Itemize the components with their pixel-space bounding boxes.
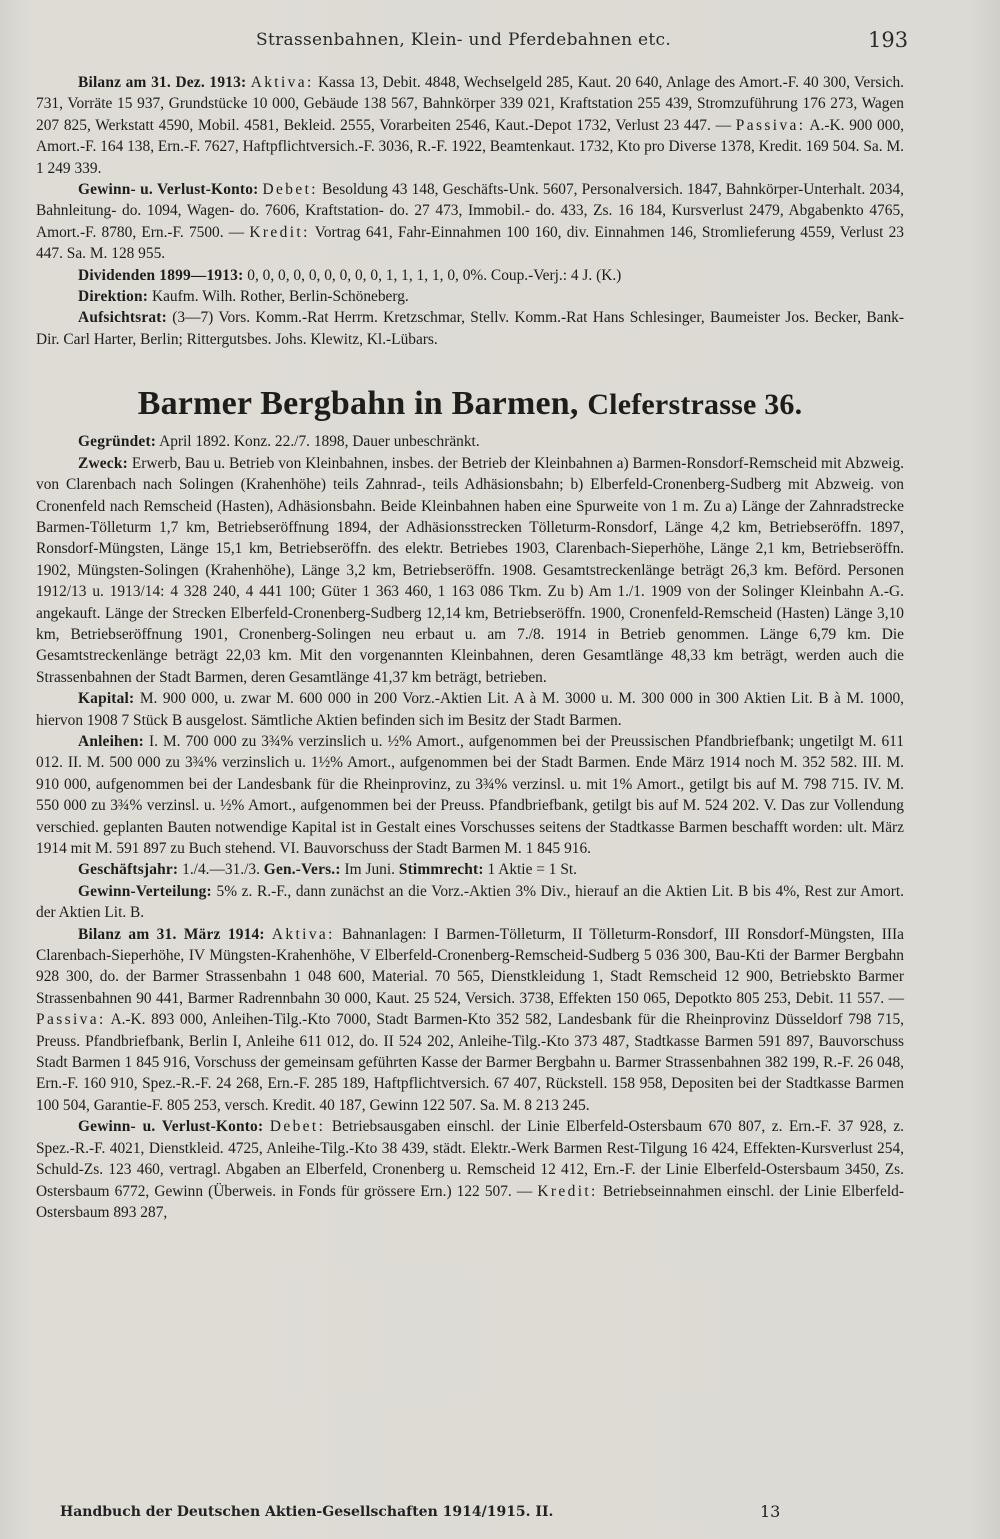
- zweck-label: Zweck:: [78, 454, 128, 472]
- kapital-label: Kapital:: [78, 690, 135, 708]
- running-header: [0, 30, 1000, 60]
- prev-dividenden-text: 0, 0, 0, 0, 0, 0, 0, 0, 0, 1, 1, 1, 1, 0, 0%. Coup.-Verj.: 4 J. (K.): [247, 266, 622, 284]
- prev-gv-paragraph: [36, 179, 904, 265]
- geschaeftsjahr-paragraph: [36, 859, 904, 880]
- prev-direktion-label: Direktion:: [78, 288, 149, 306]
- gewinn-verlust-kredit-word: Kredit:: [537, 1182, 598, 1200]
- zweck-paragraph: [36, 453, 904, 688]
- running-title: Strassenbahnen, Klein- und Pferdebahnen etc.: [256, 30, 672, 50]
- gewinn-verlust-debet-word: Debet:: [269, 1118, 326, 1136]
- gewinn-verlust-debet-text: Betriebsausgaben einschl. der Linie Elberfeld-Ostersbaum 670 807, z. Ern.-F. 37 928, z. Spez.-R.-F. 4021, Dienstkleid. 4725, Anleihe-Tilg.-Kto 38 439, städt. Elektr.-Werk Barmen Rest-Tilgung 16 424, Effekten-Kursverlust 254, Schuld-Zs. 123 460, vertragl. Abgaben an Elberfeld, Cronenberg u. Remscheid 12 412, Ern.-F. der Linie Elberfeld-Ostersbaum 3450, Zs. Ostersbaum 6772, Gewinn (Überweis. in Fonds für grössere Ern.) 122 507. —: [36, 1118, 904, 1200]
- bilanz-aktiva-word: Aktiva:: [271, 925, 335, 943]
- prev-passiva-text: A.-K. 900 000, Amort.-F. 164 138, Ern.-F. 7627, Haftpflichtversich.-F. 3036, R.-F. 1922, Beamtenkaut. 1732, Kto pro Diverse 1378, Kredit. 169 504. Sa. M. 1 249 339.: [36, 116, 904, 177]
- company-heading: [36, 384, 904, 425]
- bilanz-aktiva-text: Bahnanlagen: I Barmen-Tölleturm, II Tölleturm-Ronsdorf, III Ronsdorf-Müngsten, IIIa Clarenbach-Sieperhöhe, IV Müngsten-Krahenhöhe, V Elberfeld-Cronenberg-Remscheid-Sudberg 5 036 300, Bau-Kti der Barmer Bergbahn 928 300, do. der Barmer Strassenbahn 1 048 600, Material. 70 565, Dienstkleidung 1, Stadt Remscheid 12 900, Betriebskto Barmer Strassenbahnen 90 441, Barmer Radrennbahn 30 000, Kaut. 25 524, Versich. 3738, Effekten 150 065, Depotkto 805 253, Debit. 11 557. —: [36, 925, 904, 1007]
- gewinn-verteilung-label: Gewinn-Verteilung:: [78, 882, 212, 900]
- prev-dividenden-paragraph: [36, 265, 904, 286]
- company-address: Cleferstrasse 36.: [587, 388, 803, 422]
- signature-mark: 13: [760, 1502, 781, 1521]
- zweck-text: Erwerb, Bau u. Betrieb von Kleinbahnen, insbes. der Betrieb der Kleinbahnen a) Barmen-Ronsdorf-Remscheid mit Abzweig. von Clarenbach nach Solingen (Krahenhöhe) teils Zahnrad-, teils Adhäsionsbahn; b) Elberfeld-Cronenberg-Sudberg mit Abzweig. von Cronenfeld nach Remscheid (Hasten), Adhäsionsbahn. Beide Kleinbahnen haben eine Spurweite von 1 m. Zu a) Länge der Zahnradstrecke Barmen-Tölleturm 1,7 km, Betriebseröffnung 1894, der Adhäsionsstrecken Tölleturm-Ronsdorf, Länge 4,2 km, Betriebseröffn. 1897, Ronsdorf-Müngsten, Länge 15,1 km, Betriebseröffn. des elektr. Betriebes 1903, Clarenbach-Sieperhöhe, Länge 2,1 km, Betriebseröffn. 1902, Müngsten-Solingen (Krahenhöhe), Länge 3,2 km, Betriebseröffn. 1908. Gesamtstreckenlänge beträgt 26,3 km. Beförd. Personen 1912/13 u. 1913/14: 4 328 240, 4 441 100; Güter 1 363 460, 1 163 086 Tkm. Zu b) Am 1./1. 1909 von der Solinger Kleinbahn A.-G. angekauft. Länge der Strecken Elberfeld-Cronenberg-Sudberg 12,14 km, Betriebseröffn. 1900, Cronenfeld-Remscheid (Hasten) Länge 3,10 km, Betriebseröffnung 1901, Cronenberg-Solingen neu erbaut u. am 7./8. 1914 in Betrieb genommen. Länge 6,79 km. Die Gesamtstreckenlänge beträgt 22,03 km. Mit den vorgenannten Kleinbahnen, deren Gesamtlänge 48,33 km beträgt, werden auch die Strassenbahnen der Stadt Barmen, deren Gesamtlänge 41,37 km beträgt, betrieben.: [36, 454, 904, 686]
- prev-aufsichtsrat-label: Aufsichtsrat:: [78, 309, 167, 327]
- gegruendet-label: Gegründet:: [78, 433, 157, 451]
- gegruendet-paragraph: [36, 431, 904, 452]
- gewinn-verteilung-paragraph: [36, 881, 904, 924]
- gewinn-verlust-label: Gewinn- u. Verlust-Konto:: [78, 1118, 264, 1136]
- footer-source: Handbuch der Deutschen Aktien-Gesellschaften 1914/1915. II.: [60, 1504, 554, 1520]
- stimmrecht-label: Stimmrecht:: [398, 861, 484, 879]
- prev-aufsichtsrat-paragraph: [36, 307, 904, 350]
- prev-kredit-text: Vortrag 641, Fahr-Einnahmen 100 160, div. Einnahmen 146, Stromlieferung 4559, Verlust 23 447. Sa. M. 128 955.: [36, 223, 904, 263]
- bilanz-label: Bilanz am 31. März 1914:: [78, 925, 265, 943]
- bilanz-passiva-text: A.-K. 893 000, Anleihen-Tilg.-Kto 7000, Stadt Barmen-Kto 352 582, Landesbank für die Rheinprovinz Düsseldorf 798 715, Preuss. Pfandbriefbank, Berlin I, Anleihe 611 012, do. II 524 202, Anleihe-Tilg.-Kto 373 487, Stadtkasse Barmen 591 897, Bauvorschuss Stadt Barmen 1 845 916, Vorschuss der gemeinsam geführten Kasse der Barmer Bergbahn u. Barmer Strassenbahnen 382 199, R.-F. 26 048, Ern.-F. 160 910, Spez.-R.-F. 24 268, Ern.-F. 285 189, Haftpflichtversich. 67 407, Rückstell. 158 958, Depositen bei der Stadtkasse Barmen 100 504, Garantie-F. 805 253, versch. Kredit. 40 187, Gewinn 122 507. Sa. M. 8 213 245.: [36, 1011, 904, 1114]
- gewinn-verteilung-text: 5% z. R.-F., dann zunächst an die Vorz.-Aktien 3% Div., hierauf an die Aktien Lit. B bis 4%, Rest zur Amort. der Aktien Lit. B.: [36, 882, 904, 922]
- prev-passiva-word: Passiva:: [735, 116, 806, 134]
- kapital-text: M. 900 000, u. zwar M. 600 000 in 200 Vorz.-Aktien Lit. A à M. 3000 u. M. 300 000 in 300 Aktien Lit. B à M. 1000, hiervon 1908 7 Stück B ausgelost. Sämtliche Aktien befinden sich im Besitz der Stadt Barmen.: [36, 690, 904, 729]
- anleihen-label: Anleihen:: [78, 732, 144, 750]
- gegruendet-text: April 1892. Konz. 22./7. 1898, Dauer unbeschränkt.: [159, 433, 480, 451]
- prev-bilanz-paragraph: [36, 72, 904, 179]
- prev-gv-label: Gewinn- u. Verlust-Konto:: [78, 181, 259, 199]
- prev-kredit-word: Kredit:: [249, 223, 310, 241]
- geschaeftsjahr-text: 1./4.—31./3.: [182, 861, 260, 879]
- prev-aufsichtsrat-text: (3—7) Vors. Komm.-Rat Herrm. Kretzschmar, Stellv. Komm.-Rat Hans Schlesinger, Baumeister Jos. Becker, Bank-Dir. Carl Harter, Berlin; Rittergutsbes. Johs. Klewitz, Kl.-Lübars.: [36, 309, 904, 348]
- kapital-paragraph: [36, 688, 904, 731]
- prev-direktion-text: Kaufm. Wilh. Rother, Berlin-Schöneberg.: [151, 288, 409, 306]
- bilanz-paragraph: [36, 924, 904, 1117]
- prev-debet-word: Debet:: [262, 181, 318, 199]
- prev-dividenden-label: Dividenden 1899—1913:: [78, 266, 244, 284]
- gewinn-verlust-paragraph: [36, 1116, 904, 1223]
- gen-vers-text: Im Juni.: [344, 861, 395, 879]
- anleihen-text: I. M. 700 000 zu 3¾% verzinslich u. ½% Amort., aufgenommen bei der Preussischen Pfandbriefbank; ungetilgt M. 611 012. II. M. 500 000 zu 3¾% verzinslich u. 1½% Amort., aufgenommen bei der Stadt Barmen. Ende März 1914 noch M. 352 582. III. M. 910 000, aufgenommen bei der Landesbank für die Rheinprovinz, zu 3¾% verzinsl. u. mit 1% Amort., getilgt bis auf M. 798 715. IV. M. 550 000 zu 3¾% verzinsl. u. ½% Amort., aufgenommen bei der Preuss. Pfandbriefbank, getilgt bis auf M. 524 202. V. Das zur Vollendung verschied. geplanten Bauten notwendige Kapital ist in Gestalt eines Vorschusses seitens der Stadtkasse Barmen beschafft worden: ult. März 1914 mit M. 591 897 zu Buch stehend. VI. Bauvorschuss der Stadt Barmen M. 1 845 916.: [36, 732, 904, 857]
- prev-direktion-paragraph: [36, 286, 904, 307]
- prev-bilanz-text: Kassa 13, Debit. 4848, Wechselgeld 285, Kaut. 20 640, Anlage des Amort.-F. 40 300, Versich. 731, Vorräte 15 937, Grundstücke 10 000, Gebäude 138 567, Bahnkörper 339 021, Kraftstation 255 439, Stromzuführung 176 273, Wagen 207 825, Werkstatt 4590, Mobil. 4581, Bekleid. 2555, Vorarbeiten 2546, Kaut.-Depot 1732, Verlust 23 447. —: [36, 74, 904, 134]
- stimmrecht-text: 1 Aktie = 1 St.: [487, 861, 578, 879]
- anleihen-paragraph: [36, 731, 904, 859]
- gewinn-verlust-kredit-text: Betriebseinnahmen einschl. der Linie Elberfeld-Ostersbaum 893 287,: [36, 1182, 904, 1221]
- bilanz-passiva-word: Passiva:: [36, 1011, 106, 1029]
- gen-vers-label: Gen.-Vers.:: [263, 861, 341, 879]
- prev-gv-text: Besoldung 43 148, Geschäfts-Unk. 5607, Personalversich. 1847, Bahnkörper-Unterhalt. 2034, Bahnleitung- do. 1094, Wagen- do. 7606, Kraftstation- do. 27 473, Immobil.- do. 433, Zs. 16 184, Kursverlust 2479, Abgabenkto 4765, Amort.-F. 8780, Ern.-F. 7500. —: [36, 181, 904, 241]
- prev-bilanz-label: Bilanz am 31. Dez. 1913:: [78, 74, 247, 91]
- company-name: Barmer Bergbahn in Barmen,: [137, 385, 579, 423]
- geschaeftsjahr-label: Geschäftsjahr:: [78, 861, 179, 879]
- page-body: [36, 72, 904, 1223]
- prev-aktiva-word: Aktiva:: [250, 74, 314, 91]
- page-number: 193: [868, 28, 909, 52]
